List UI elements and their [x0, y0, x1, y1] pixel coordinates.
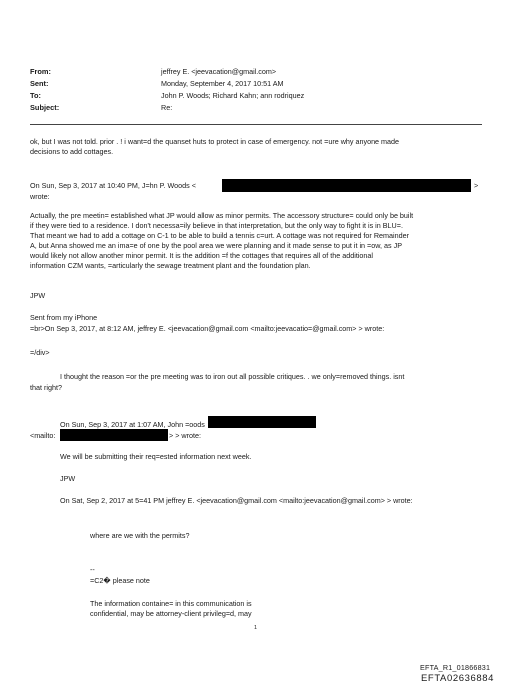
quote1-header-end: >: [474, 181, 479, 190]
mailto-end: > > wrote:: [169, 431, 201, 440]
to-label: To:: [30, 91, 41, 100]
signature-jpw-1: JPW: [30, 291, 46, 300]
quote1-line-5: would likely not allow another minor permit. It is the addition =f the cottages that requires all of the additional: [30, 251, 373, 260]
confidential-line-2: confidential, may be attorney-client privileg=d, may: [90, 609, 252, 618]
mailto-start: <mailto:: [30, 431, 56, 440]
reply-line-1: ok, but I was not told. prior . ! i want=d the quanset huts to protect in case of emergency. not =ure why anyone made: [30, 137, 400, 146]
confidential-line-1: The information containe= in this communication is: [90, 599, 252, 608]
sent-from-line: Sent from my iPhone: [30, 313, 98, 322]
subject-value: Re:: [161, 103, 173, 112]
br-line: =br>On Sep 3, 2017, at 8:12 AM, jeffrey E. <jeevacation@gmail.com <mailto:jeevacatio=@gmail.com> > wrote:: [30, 324, 385, 333]
signature-jpw-2: JPW: [60, 474, 76, 483]
where-line: where are we with the permits?: [90, 531, 190, 540]
to-value: John P. Woods; Richard Kahn; ann rodriquez: [161, 91, 305, 100]
quote2-header: On Sun, Sep 3, 2017 at 1:07 AM, John =oods: [60, 420, 205, 429]
div-line: =/div>: [30, 348, 50, 357]
from-label: From:: [30, 67, 51, 76]
redaction-bar: [60, 429, 168, 441]
sent-label: Sent:: [30, 79, 49, 88]
thought-line-1: I thought the reason =or the pre meeting was to iron out all possible critiques. . we only=removed things. isnt: [60, 372, 405, 381]
quote1-line-3: That meant we had to add a cottage on C-1 to be able to build a tennis c=urt. A cottage was not required for Remainder: [30, 231, 409, 240]
submit-line: We will be submitting their req=ested information next week.: [60, 452, 252, 461]
page-number: 1: [254, 625, 258, 631]
quote3-header: On Sat, Sep 2, 2017 at 5=41 PM jeffrey E. <jeevacation@gmail.com <mailto:jeevacation@gmail.com> > wrote:: [60, 496, 413, 505]
quote1-wrote: wrote:: [30, 192, 50, 201]
thought-line-2: that right?: [30, 383, 62, 392]
header-divider: [30, 124, 482, 125]
from-value: jeffrey E. <jeevacation@gmail.com>: [161, 67, 277, 76]
reply-line-2: decisions to add cottages.: [30, 147, 114, 156]
dashes-line: --: [90, 565, 95, 574]
bates-number-1: EFTA_R1_01866831: [420, 663, 491, 672]
quote1-line-2: if they were tied to a residence. I don't necessa=ily believe in that interpretation, but the only way to fight it is in BLU=.: [30, 221, 403, 230]
subject-label: Subject:: [30, 103, 60, 112]
bates-number-2: EFTA02636884: [421, 673, 495, 684]
quote1-line-1: Actually, the pre meetin= established what JP would allow as minor permits. The accessory structure= could only be built: [30, 211, 414, 220]
c2-note-line: =C2� please note: [90, 576, 150, 585]
redaction-bar: [222, 179, 471, 192]
quote1-line-4: A, but Anna showed me an ima=e of one by the pool area we were planning and it made sense to put it in =ow, as JP: [30, 241, 402, 250]
quote1-header: On Sun, Sep 3, 2017 at 10:40 PM, J=hn P. Woods <: [30, 181, 196, 190]
quote1-line-6: information CZM wants, =articularly the sewage treatment plant and the foundation plan.: [30, 261, 311, 270]
redaction-bar: [208, 416, 316, 428]
sent-value: Monday, September 4, 2017 10:51 AM: [161, 79, 284, 88]
